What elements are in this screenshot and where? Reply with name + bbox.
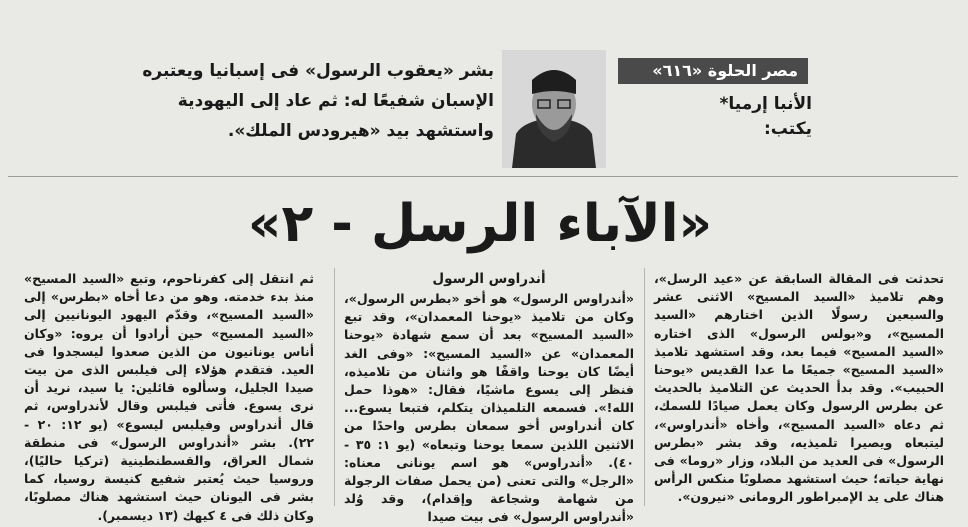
author-role: يكتب: <box>763 119 812 139</box>
author-block <box>622 92 812 142</box>
column-divider <box>644 268 645 506</box>
author-name: الأنبا إرميا* <box>719 94 812 114</box>
column-middle-text: «أندراوس الرسول» هو أخو «بطرس الرسول»، وكان من تلاميذ «يوحنا المعمدان»، وقد تبع «السيد المسيح» بعد أن سمع شهادة «يوحنا المعمدان» عن «السيد المسيح»: «وفى الغد أيضًا كان يوحنا واقفًا هو واثنان من تلاميذه، فنظر إلى يسوع ماشيًا، فقال: «هوذا حمل الله!». فسمعه التلميذان يتكلم، فتبعا يسوع... كان أندراوس أخو سمعان بطرس واحدًا من الاثنين اللذين سمعا يوحنا وتبعاه» (يو ١: ٣٥ - ٤٠). «أندراوس» هو اسم يونانى معناه: «الرجل» والتى تعنى (من يحمل صفات الرجولة من شهامة وشجاعة وإقدام)، وقد وُلد «أندراوس الرسول» فى بيت صيدا <box>344 291 634 525</box>
article-lede: بشر «يعقوب الرسول» فى إسبانيا ويعتبره الإسبان شفيعًا له: ثم عاد إلى اليهودية واستشهد بيد «هيرودس الملك». <box>142 61 494 141</box>
column-divider <box>334 268 335 506</box>
column-series-tag: مصر الحلوة «٦١٦» <box>618 58 808 84</box>
column-left-text: ثم انتقل إلى كفرناحوم، وتبع «السيد المسيح» منذ بدء خدمته. وهو من دعا أخاه «بطرس» إلى «السيد المسيح»، وقدّم اليهود اليونانيين إلى «السيد المسيح» حين أرادوا أن يروه: «وكان أناس يونانيون من الذين صعدوا ليسجدوا فى العيد. فتقدم هؤلاء إلى فيلبس الذى من بيت صيدا الجليل، وسألوه قائلين: يا سيد، نريد أن نرى يسوع. فأتى فيلبس وقال لأندراوس، ثم قال أندراوس وفيلبس ليسوع» (يو ١٢: ٢٠ - ٢٢). بشر «أندراوس الرسول» فى منطقة شمال العراق، والقسطنطينية (تركيا حاليًا)، وروسيا حيث يُعتبر شفيع كنيسة روسيا، كما بشر فى اليونان حيث استشهد هناك مصلوبًا، وكان ذلك فى ٤ كيهك (١٣ ديسمبر). <box>24 271 314 523</box>
article-column-middle <box>344 270 634 527</box>
column-right-text: تحدثت فى المقالة السابقة عن «عيد الرسل»، وهم تلاميذ «السيد المسيح» الاثنى عشر والسبعين رسولًا الذين اختارهم «السيد المسيح»، و«بولس الرسول» الذى اختاره «السيد المسيح» فيما بعد، وقد استشهد تلاميذ «السيد المسيح» جميعًا ما عدا القديس «يوحنا الحبيب». وقد بدأ الحديث عن التلاميذ بالحديث عن بطرس الرسول وكان يعمل صيادًا للسمك، ثم دعاه «السيد المسيح»، وأخاه «أندراوس»، ليتبعاه ويصيرا تلميذيه، وقد بشر «بطرس الرسول» فى العديد من البلاد، وزار «روما» فى نهاية حياته؛ حيث استشهد مصلوبًا منكس الرأس هناك على يد الإمبراطور الرومانى «نيرون». <box>654 271 944 505</box>
section-subhead: أندراوس الرسول <box>432 271 546 287</box>
article-headline: «الآباء الرسل - ٢» <box>247 194 713 254</box>
article-column-left <box>24 270 314 525</box>
author-portrait <box>502 50 606 168</box>
header-divider <box>8 176 958 177</box>
article-column-right <box>654 270 944 507</box>
